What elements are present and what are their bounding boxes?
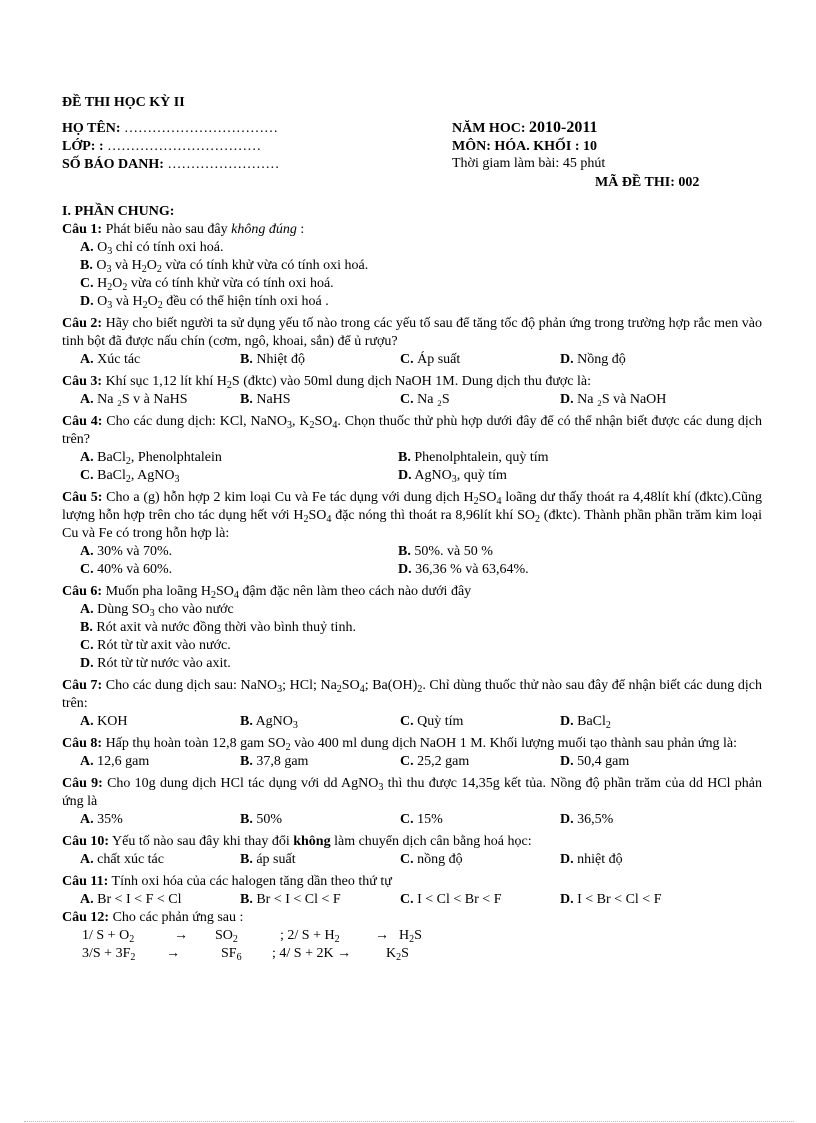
question-6: Câu 6: Muốn pha loãng $H_2SO_4$ đậm đặc nên làm theo cách nào dưới đây A. Dùng $SO_3$ cho vào nước B. Rót axit và nước đồng thời vào bình thuỷ tinh. C. Rót từ từ axit vào nước. D. Rót từ từ nước vào axit. [62, 584, 472, 671]
exam-page [62, 95, 762, 963]
question-7: Câu 7: Cho các dung dịch sau: NaNO$_3$; HCl; $Na_2SO_4$; $Ba(OH)_2$. Chỉ dùng thuốc thử nào sau đây để nhận biết các dung dịch trên: A. KOH B. AgNO$_3$ C. Quỳ tím D. BaCl$_2$ [62, 678, 762, 731]
name-field: HỌ TÊN: …………………………… [62, 121, 278, 136]
time-limit: Thời giam làm bài: 45 phút [452, 156, 606, 171]
school-year: NĂM HOC: 2010-2011 [452, 119, 598, 136]
exam-code: MÃ ĐỀ THI: 002 [595, 175, 700, 190]
question-11: Câu 11: Tính oxi hóa của các halogen tăng dần theo thứ tự A. Br < I < F < Cl B. Br < I < Cl < F C. I < Cl < Br < F D. I < Br < Cl < F [62, 874, 662, 907]
exam-header [62, 95, 762, 203]
question-9: Câu 9: Cho 10g dung dịch HCl tác dụng với dd AgNO$_3$ thì thu được 14,35g kết tủa. Nồng độ phần trăm của dd HCl phản ứng là A. 35% B. 50% C. 15% D. 36,5% [62, 776, 763, 827]
class-field: LỚP: : …………………………… [62, 139, 262, 154]
id-field: SỐ BÁO DANH: …………………… [62, 157, 280, 172]
subject: MÔN: HÓA. KHỐI : 10 [452, 139, 598, 154]
question-2: Câu 2: Hãy cho biết người ta sử dụng yếu tố nào trong các yếu tố sau để tăng tốc độ phản ứng trong trường hợp rắc men vào tinh bột đã được nấu chín (cơm, ngô, khoai, sắn) để ủ rượu? A. Xúc tác B. Nhiệt độ C. Áp suất D. Nồng độ [62, 316, 762, 367]
question-8: Câu 8: Hấp thụ hoàn toàn 12,8 gam $SO_2$ vào 400 ml dung dịch NaOH 1 M. Khối lượng muối tạo thành sau phản ứng là: A. 12,6 gam B. 37,8 gam C. 25,2 gam D. 50,4 gam [62, 736, 738, 769]
question-3: Câu 3: Khí sục 1,12 lít khí $H_2S$ (đktc) vào 50ml dung dịch NaOH 1M. Dung dịch thu được là: A. Na ₂S v à NaHS B. NaHS C. Na ₂S D. Na ₂S và NaOH [62, 374, 667, 407]
question-1: Câu 1: Phát biểu nào sau đây không đúng : A. $O_3$ chỉ có tính oxi hoá. B. $O_3$ và $H_2O_2$ vừa có tính khử vừa có tính oxi hoá. C. $H_2O_2$ vừa có tính khử vừa có tính oxi hoá. D. $O_3$ và $H_2O_2$ đều có thể hiện tính oxi hoá . [62, 222, 369, 311]
question-4: Câu 4: Cho các dung dịch: KCl, NaNO$_3$, $K_2SO_4$. Chọn thuốc thử phù hợp dưới đây để có thể nhận biết được các dung dịch trên? A. BaCl$_2$, Phenolphtalein B. Phenolphtalein, quỳ tím C. BaCl$_2$, AgNO$_3$ D. AgNO$_3$, quỳ tím [62, 414, 762, 485]
exam-title: ĐỀ THI HỌC KỲ II [62, 95, 185, 110]
question-12: Câu 12: Cho các phản ứng sau : 1/ $S + O_2$ → $SO_2$ ; 2/ $S + H_2$ → $H_2S$ $3/S + 3F_2$ → $SF_6$ ; 4/ S + 2K → $K_2S$ [62, 910, 422, 963]
section-title: I. PHẦN CHUNG: [62, 204, 175, 219]
question-5: Câu 5: Cho a (g) hỗn hợp 2 kim loại Cu và Fe tác dụng với dung dịch $H_2SO_4$ loãng dư thấy thoát ra 4,48lít khí (đktc).Cũng lượng hỗn hợp trên cho tác dụng hết với $H_2SO_4$ đặc nóng thì thoát ra 8,96lít khí $SO_2$ (đktc). Thành phần phần trăm kim loại Cu và Fe có trong hỗn hợp là: A. 30% và 70%. B. 50%. và 50 % C. 40% và 60%. D. 36,36 % và 63,64%. [62, 490, 763, 577]
question-10: Câu 10: Yếu tố nào sau đây khi thay đổi không làm chuyển dịch cân bằng hoá học: A. chất xúc tác B. áp suất C. nồng độ D. nhiệt độ [62, 834, 623, 867]
page-bottom-divider [24, 1121, 794, 1122]
